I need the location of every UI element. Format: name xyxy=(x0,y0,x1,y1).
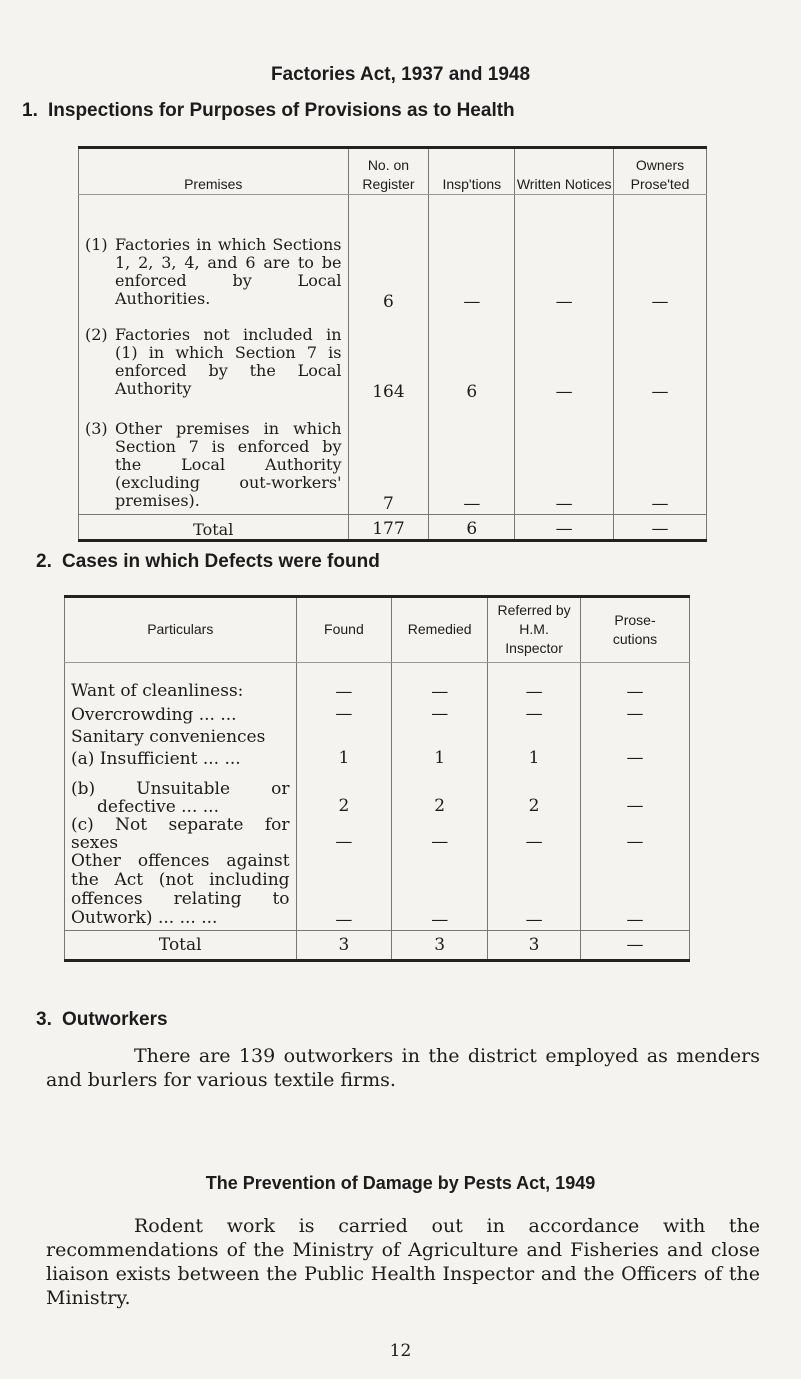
cell-referred: — xyxy=(488,662,581,702)
total-label: Total xyxy=(79,514,349,540)
page-number: 12 xyxy=(389,1341,412,1361)
cell-prosecutions: — xyxy=(581,662,690,702)
row-label: (3) xyxy=(85,418,108,438)
cell-found: 1 xyxy=(296,746,392,768)
section-2-title xyxy=(36,551,380,573)
table-row xyxy=(65,662,690,702)
pests-act-heading: The Prevention of Damage by Pests Act, 1949 xyxy=(205,1173,596,1193)
cell-remedied: 1 xyxy=(392,746,488,768)
total-found: 3 xyxy=(296,931,392,961)
cell-prosecutions xyxy=(581,724,690,746)
col-header-inspections: Insp'tions xyxy=(429,149,515,194)
inspections-table xyxy=(78,149,707,542)
cell-prosecutions: — xyxy=(581,768,690,816)
defects-table xyxy=(64,598,690,962)
cell-remedied xyxy=(392,724,488,746)
cell-notices: — xyxy=(515,402,614,514)
cell-remedied: — xyxy=(392,852,488,931)
cell-found: — xyxy=(296,852,392,931)
row-label: (1) xyxy=(85,235,108,254)
total-inspections: 6 xyxy=(429,514,515,540)
cell-remedied: — xyxy=(392,816,488,852)
section-1-number: 1. xyxy=(22,100,38,121)
cell-found: — xyxy=(296,662,392,702)
row-description: (c) Not separate for sexes xyxy=(65,816,297,852)
col-header-notices: Written Notices xyxy=(515,149,614,194)
table-total-row xyxy=(79,514,707,540)
table-header-row xyxy=(79,149,707,194)
cell-found xyxy=(296,724,392,746)
section-3-title-text: Outworkers xyxy=(62,1009,168,1030)
row-description: (b) Unsuitable or defective ... ... xyxy=(65,768,297,816)
cell-register: 7 xyxy=(348,402,429,514)
col-header-prosecuted: Owners Prose'ted xyxy=(614,149,707,194)
row-label: (2) xyxy=(85,325,108,344)
main-heading: Factories Act, 1937 and 1948 xyxy=(270,64,531,85)
table-row xyxy=(65,746,690,768)
row-description: Other offences against the Act (not including offences relating to Outwork) ... ... ... xyxy=(65,852,297,931)
section-2-title-text: Cases in which Defects were found xyxy=(62,551,380,572)
col-header-prosecutions: Prose-cutions xyxy=(581,598,690,662)
table-row xyxy=(79,194,707,312)
cell-prosecuted: — xyxy=(614,402,707,514)
cell-referred: — xyxy=(488,816,581,852)
total-referred: 3 xyxy=(488,931,581,961)
table-row xyxy=(65,702,690,724)
table-row xyxy=(65,768,690,816)
cell-inspections: — xyxy=(429,194,515,312)
cell-prosecutions: — xyxy=(581,702,690,724)
row-description: Sanitary conveniences xyxy=(65,724,297,746)
table-row xyxy=(79,312,707,402)
cell-referred: — xyxy=(488,852,581,931)
col-header-particulars: Particulars xyxy=(65,598,297,662)
col-header-remedied: Remedied xyxy=(392,598,488,662)
cell-remedied: — xyxy=(392,702,488,724)
cell-found: — xyxy=(296,702,392,724)
row-description: (a) Insufficient ... ... xyxy=(65,746,297,768)
cell-inspections: 6 xyxy=(429,312,515,402)
cell-found: — xyxy=(296,816,392,852)
cell-register: 164 xyxy=(348,312,429,402)
cell-prosecutions: — xyxy=(581,816,690,852)
cell-referred: — xyxy=(488,702,581,724)
cell-prosecuted: — xyxy=(614,194,707,312)
total-remedied: 3 xyxy=(392,931,488,961)
cell-register: 6 xyxy=(348,194,429,312)
section-1-title xyxy=(22,100,515,122)
total-label: Total xyxy=(65,931,297,961)
col-header-referred: Referred by H.M. Inspector xyxy=(488,598,581,662)
cell-inspections: — xyxy=(429,402,515,514)
cell-referred: 2 xyxy=(488,768,581,816)
cell-referred xyxy=(488,724,581,746)
outworkers-paragraph: There are 139 outworkers in the district employed as menders and burlers for various textile firms. xyxy=(46,1045,760,1091)
table-row xyxy=(65,816,690,852)
col-header-premises: Premises xyxy=(79,149,349,194)
cell-notices: — xyxy=(515,194,614,312)
cell-referred: 1 xyxy=(488,746,581,768)
row-description: Factories not included in (1) in which Section 7 is enforced by the Local Authority xyxy=(115,325,342,398)
total-notices: — xyxy=(515,514,614,540)
table-row xyxy=(79,402,707,514)
pests-paragraph: Rodent work is carried out in accordance with the recommendations of the Ministry of Agriculture and Fisheries and close liaison exists between the Public Health Inspector and the Officers of the Ministry. xyxy=(46,1215,760,1309)
table-row xyxy=(65,724,690,746)
cell-remedied: — xyxy=(392,662,488,702)
row-description: Overcrowding ... ... xyxy=(65,702,297,724)
row-description: Want of cleanliness: xyxy=(65,662,297,702)
cell-notices: — xyxy=(515,312,614,402)
row-description: Other premises in which Section 7 is enforced by the Local Authority (excluding out-workers' premises). xyxy=(115,418,342,510)
table-row xyxy=(65,852,690,931)
section-1-title-text: Inspections for Purposes of Provisions as to Health xyxy=(48,100,515,121)
total-register: 177 xyxy=(348,514,429,540)
section-3-number: 3. xyxy=(36,1009,52,1030)
cell-prosecutions: — xyxy=(581,852,690,931)
cell-found: 2 xyxy=(296,768,392,816)
table-header-row xyxy=(65,598,690,662)
cell-prosecuted: — xyxy=(614,312,707,402)
section-3-title xyxy=(36,1009,168,1031)
row-description: Factories in which Sections 1, 2, 3, 4, and 6 are to be enforced by Local Authorities. xyxy=(115,235,342,308)
total-prosecuted: — xyxy=(614,514,707,540)
section-2-number: 2. xyxy=(36,551,52,572)
cell-prosecutions: — xyxy=(581,746,690,768)
total-prosecutions: — xyxy=(581,931,690,961)
col-header-found: Found xyxy=(296,598,392,662)
col-header-register: No. on Register xyxy=(348,149,429,194)
table-total-row xyxy=(65,931,690,961)
cell-remedied: 2 xyxy=(392,768,488,816)
